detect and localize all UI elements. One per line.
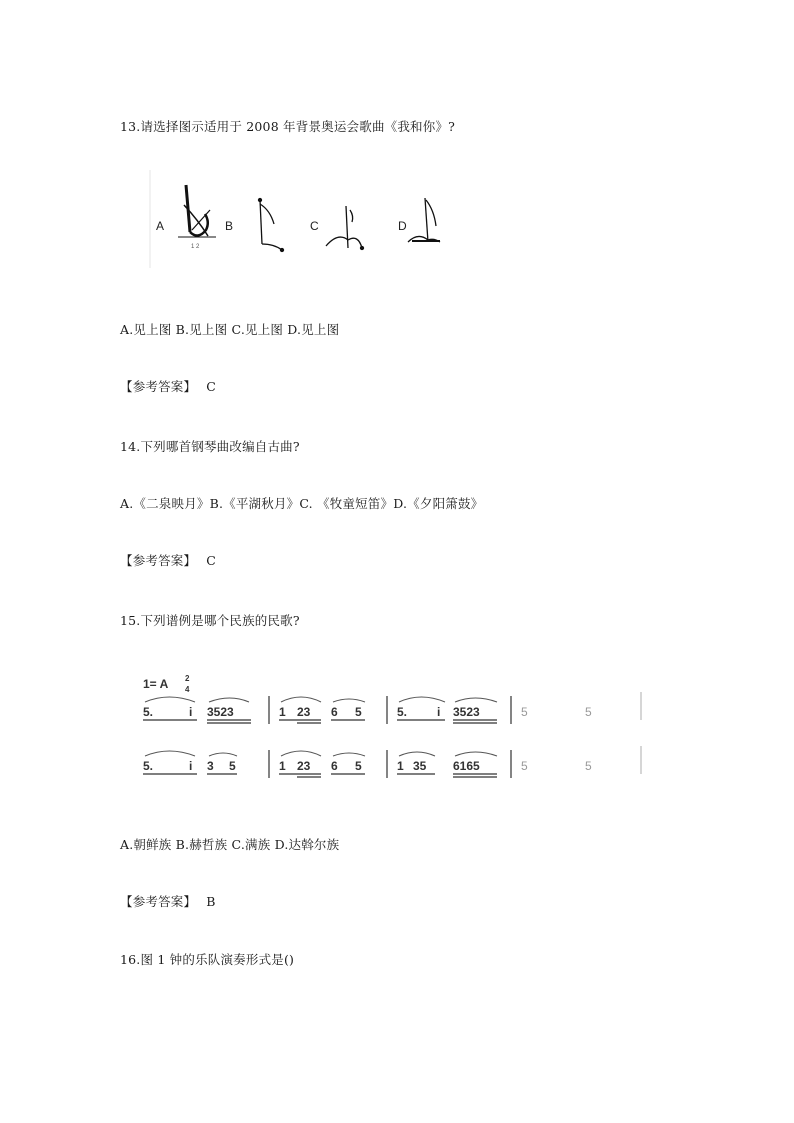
- q13-options: A.见上图 B.见上图 C.见上图 D.见上图: [120, 322, 340, 337]
- q13-conducting-figure: [148, 170, 448, 270]
- score-key: 1= A: [143, 677, 169, 691]
- r2-note: 5.: [143, 759, 154, 773]
- q16-question: 16.图 1 钟的乐队演奏形式是(): [120, 952, 295, 967]
- pattern-a-icon: [178, 185, 216, 250]
- r2-note: 1: [397, 759, 404, 773]
- fig-label-b: B: [225, 219, 234, 233]
- r1-note: 5: [521, 705, 528, 719]
- q14-answer: [120, 551, 216, 569]
- r2-note: i: [189, 759, 193, 773]
- q15-question: 15.下列谱例是哪个民族的民歌?: [120, 613, 300, 628]
- q15-answer: [120, 892, 216, 910]
- q14-options: A.《二泉映月》B.《平湖秋月》C. 《牧童短笛》D.《夕阳箫鼓》: [120, 496, 484, 511]
- r1-note: 5: [355, 705, 362, 719]
- r1-note: 3523: [207, 705, 234, 719]
- r1-note: 6: [331, 705, 338, 719]
- fig-label-a: A: [156, 219, 165, 233]
- r2-note: 1: [279, 759, 286, 773]
- q15-numbered-score: [135, 668, 655, 788]
- answer-label: 【参考答案】: [120, 553, 197, 568]
- q13-question: 13.请选择图示适用于 2008 年背景奥运会歌曲《我和你》?: [120, 119, 456, 134]
- r1-note: i: [189, 705, 193, 719]
- q13-answer: [120, 377, 216, 395]
- answer-value: B: [206, 894, 216, 909]
- score-time-top: 2: [185, 674, 190, 683]
- q14-question: 14.下列哪首钢琴曲改编自古曲?: [120, 439, 300, 454]
- r2-note: 6165: [453, 759, 480, 773]
- r2-note: 6: [331, 759, 338, 773]
- svg-text:1 2: 1 2: [191, 244, 200, 250]
- pattern-c-icon: [326, 206, 364, 250]
- r2-note: 5: [355, 759, 362, 773]
- answer-label: 【参考答案】: [120, 894, 197, 909]
- pattern-b-icon: [259, 199, 284, 252]
- r1-note: 3523: [453, 705, 480, 719]
- r1-note: i: [437, 705, 441, 719]
- answer-label: 【参考答案】: [120, 379, 197, 394]
- q15-options: A.朝鲜族 B.赫哲族 C.满族 D.达斡尔族: [120, 837, 340, 852]
- r2-note: 5: [521, 759, 528, 773]
- fig-label-d: D: [398, 219, 407, 233]
- score-time-bottom: 4: [185, 685, 190, 694]
- pattern-d-icon: [408, 198, 440, 242]
- fig-label-c: C: [310, 219, 319, 233]
- r1-note: 1: [279, 705, 286, 719]
- r1-note: 23: [297, 705, 311, 719]
- answer-value: C: [206, 379, 216, 394]
- r2-note: 3: [207, 759, 214, 773]
- r2-note: 23: [297, 759, 311, 773]
- r1-note: 5.: [397, 705, 408, 719]
- answer-value: C: [206, 553, 216, 568]
- r2-note: 5: [229, 759, 236, 773]
- r2-note: 5: [585, 759, 592, 773]
- r2-note: 35: [413, 759, 427, 773]
- r1-note: 5.: [143, 705, 154, 719]
- r1-note: 5: [585, 705, 592, 719]
